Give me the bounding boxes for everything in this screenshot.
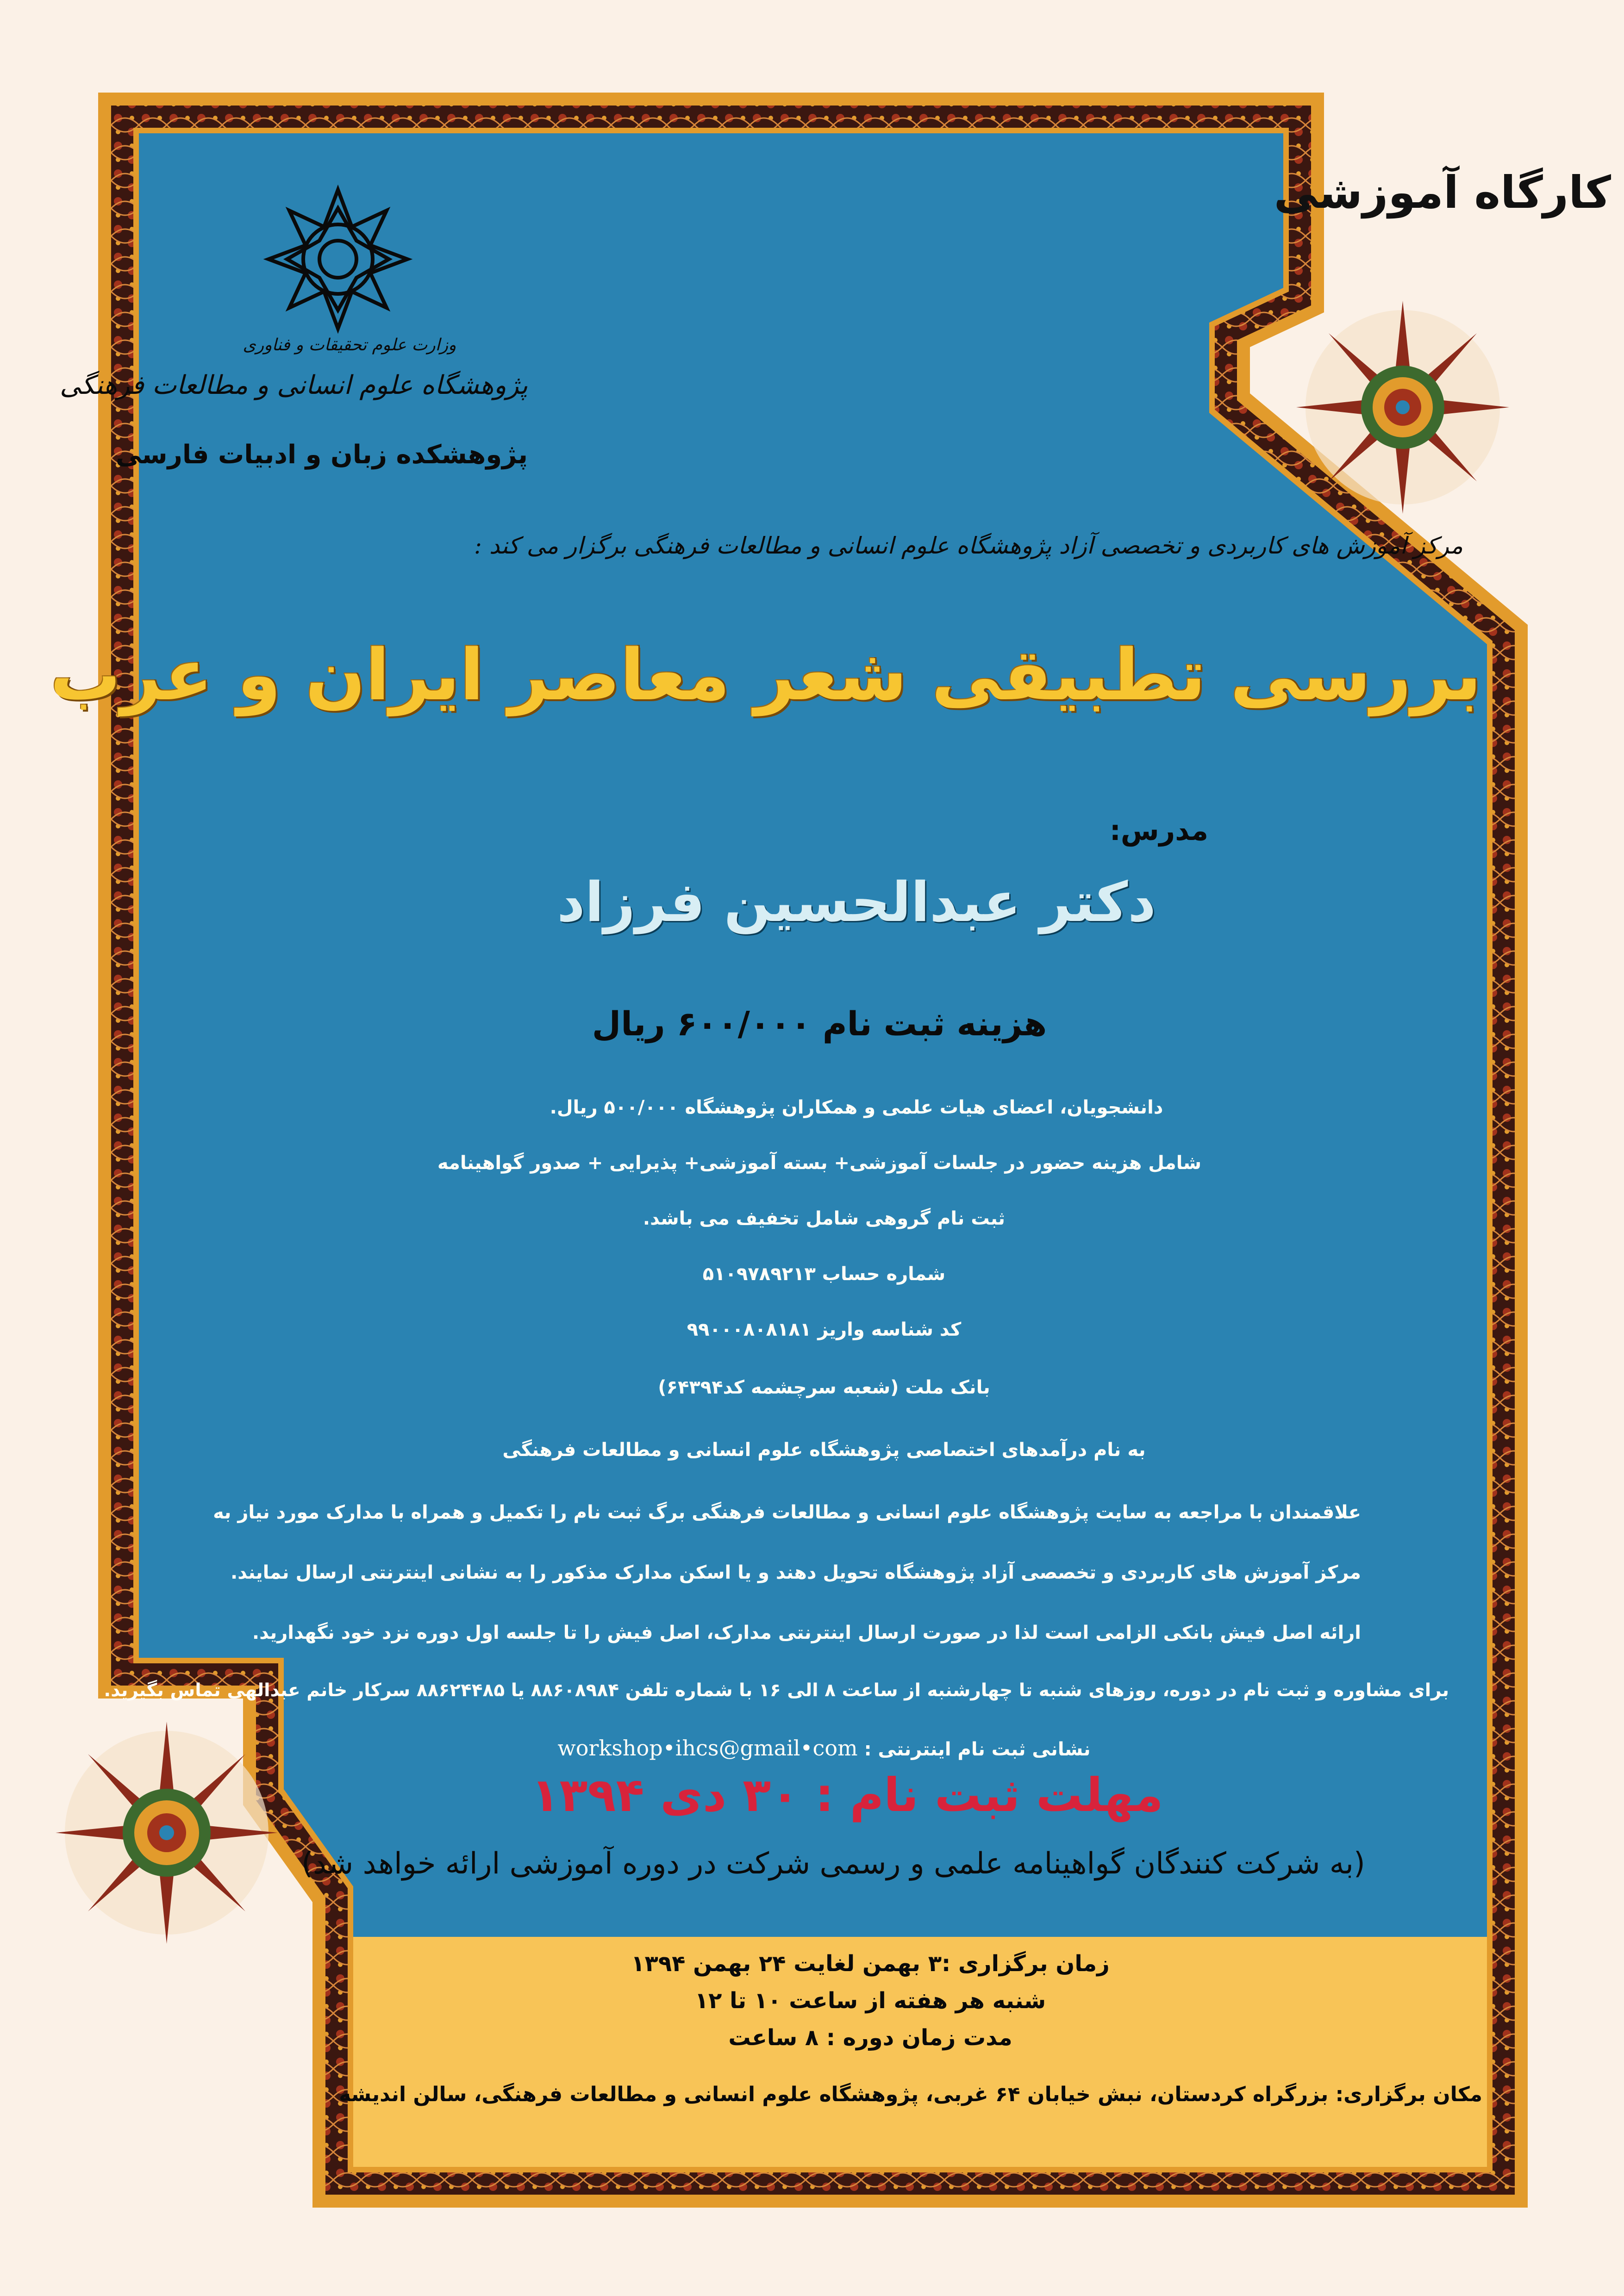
detail-account-holder: به نام درآمدهای اختصاصی پژوهشگاه علوم انسانی و مطالعات فرهنگی	[502, 1439, 1146, 1461]
email-address[interactable]: workshop•ihcs@gmail•com	[557, 1736, 858, 1761]
detail-instructions-1: علاقمندان با مراجعه به سایت پژوهشگاه علوم انسانی و مطالعات فرهنگی برگ ثبت نام را تکمیل و همراه با مدارک مورد نیاز به	[213, 1502, 1361, 1523]
detail-account-number: شماره حساب ۵۱۰۹۷۸۹۲۱۳	[702, 1263, 946, 1285]
registration-fee: هزینه ثبت نام ۶۰۰/۰۰۰ ریال	[592, 1004, 1047, 1043]
rosette-ornament-bottom-left	[56, 1722, 278, 1944]
certificate-note: (به شرکت کنندگان گواهینامه علمی و رسمی شرکت در دوره آموزشی ارائه خواهد شد)	[301, 1847, 1365, 1881]
detail-instructions-3: ارائه اصل فیش بانکی الزامی است لذا در صورت ارسال اینترنتی مدارک، اصل فیش را تا جلسه اول دوره نزد خود نگهدارید.	[252, 1622, 1361, 1643]
workshop-label: کارگاه آموزشی	[1274, 167, 1611, 218]
instructor-label: مدرس:	[1109, 815, 1208, 847]
registration-deadline: مهلت ثبت نام : ۳۰ دی ۱۳۹۴	[531, 1768, 1163, 1822]
ministry-name: وزارت علوم تحقیقات و فناوری	[243, 336, 456, 355]
intro-text: مرکز آموزش های کاربردی و تخصصی آزاد پژوهشگاه علوم انسانی و مطالعات فرهنگی برگزار می کند :	[474, 532, 1463, 559]
detail-payment-id: کد شناسه واریز ۹۹۰۰۰۸۰۸۱۸۱	[687, 1319, 962, 1340]
department-name: پژوهشکده زبان و ادبیات فارسی	[115, 440, 528, 470]
institute-name: پژوهشگاه علوم انسانی و مطالعات فرهنگی	[60, 370, 528, 400]
schedule-weekly: شنبه هر هفته از ساعت ۱۰ تا ۱۲	[694, 1988, 1046, 2014]
course-title: بررسی تطبیقی شعر معاصر ایران و عرب	[50, 634, 1481, 716]
detail-fee-includes: شامل هزینه حضور در جلسات آموزشی+ بسته آموزشی+ پذیرایی + صدور گواهینامه	[437, 1152, 1202, 1174]
email-label: نشانی ثبت نام اینترنتی :	[864, 1739, 1091, 1760]
schedule-dates: زمان برگزاری :۳ بهمن لغایت ۲۴ بهمن ۱۳۹۴	[631, 1951, 1110, 1977]
schedule-duration: مدت زمان دوره : ۸ ساعت	[728, 2025, 1012, 2051]
detail-bank: بانک ملت (شعبه سرچشمه کد۶۴۳۹۴)	[658, 1377, 990, 1398]
schedule-location: مکان برگزاری: بزرگراه کردستان، نبش خیابان ۶۴ غربی، پژوهشگاه علوم انسانی و مطالعات فرهنگی، سالن اندیشه	[339, 2083, 1482, 2106]
detail-contact: برای مشاوره و ثبت نام در دوره، روزهای شنبه تا چهارشنبه از ساعت ۸ الی ۱۶ با شماره تلفن ۸۸۶۰۸۹۸۴ یا ۸۸۶۲۴۴۸۵ سرکار خانم عبدالهی تماس بگیرید.	[104, 1680, 1449, 1701]
detail-student-fee: دانشجویان، اعضای هیات علمی و همکاران پژوهشگاه ۵۰۰/۰۰۰ ریال.	[550, 1097, 1163, 1118]
detail-instructions-2: مرکز آموزش های کاربردی و تخصصی آزاد پژوهشگاه تحویل دهند و یا اسکن مدارک مذکور را به نشانی اینترنتی ارسال نمایند.	[231, 1562, 1361, 1583]
detail-group-discount: ثبت نام گروهی شامل تخفیف می باشد.	[643, 1208, 1006, 1229]
email-line	[509, 1736, 1139, 1761]
instructor-name: دکتر عبدالحسین فرزاد	[557, 870, 1156, 934]
